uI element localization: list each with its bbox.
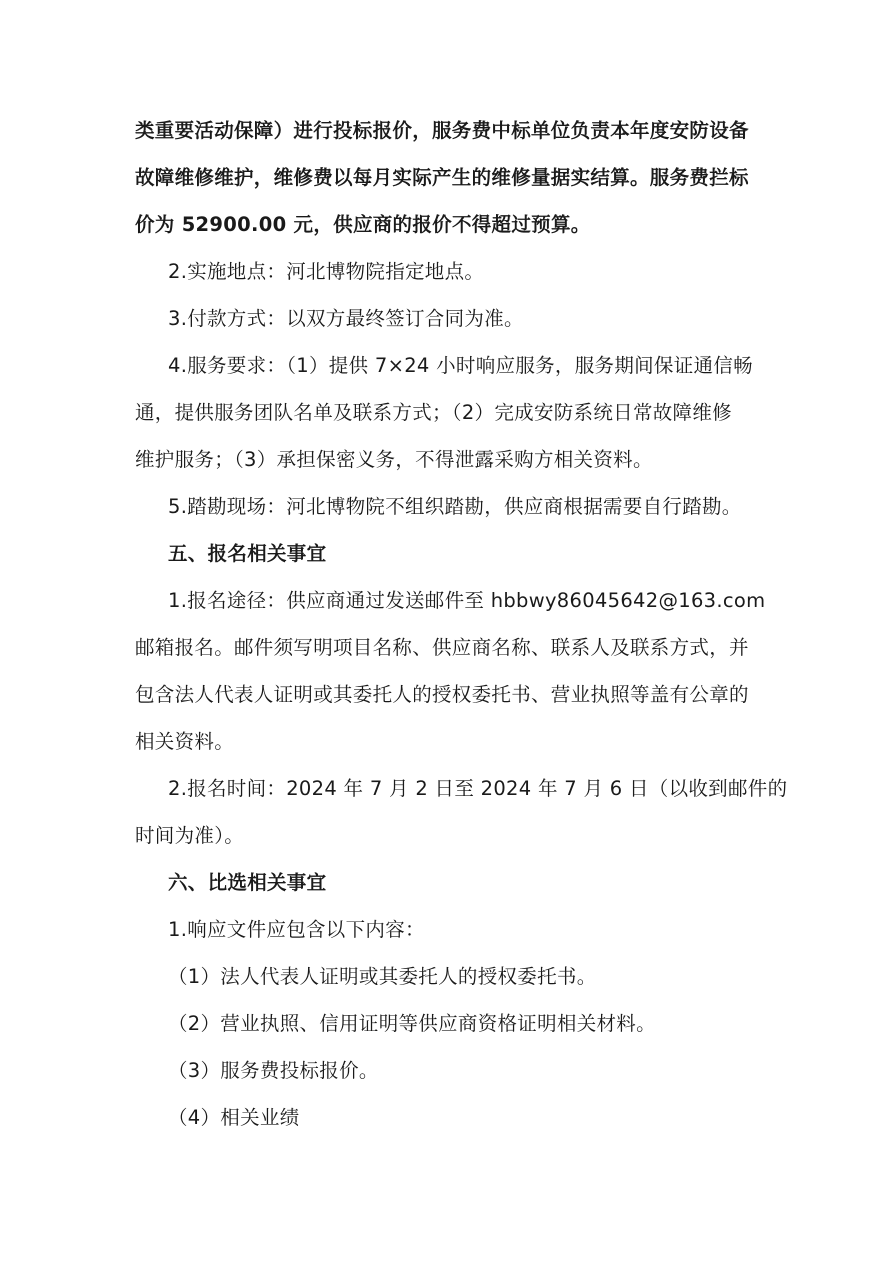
section-5-heading: 五、报名相关事宜 — [168, 542, 327, 565]
registration-time-line-1: 2.报名时间：2024 年 7 月 2 日至 2024 年 7 月 6 日（以收到邮件的 — [168, 777, 788, 800]
response-docs-item-4: （4）相关业绩 — [168, 1106, 300, 1129]
registration-method-line-4: 相关资料。 — [135, 730, 235, 753]
response-docs-item-3: （3）服务费投标报价。 — [168, 1059, 379, 1082]
intro-line-2: 故障维修维护，维修费以每月实际产生的维修量据实结算。服务费拦标 — [135, 166, 749, 189]
registration-method-line-3: 包含法人代表人证明或其委托人的授权委托书、营业执照等盖有公章的 — [135, 683, 749, 706]
section-6-heading: 六、比选相关事宜 — [168, 871, 327, 894]
item-5-site-survey: 5.踏勘现场：河北博物院不组织踏勘，供应商根据需要自行踏勘。 — [168, 495, 742, 518]
item-2-location: 2.实施地点：河北博物院指定地点。 — [168, 260, 485, 283]
intro-line-3: 价为 52900.00 元，供应商的报价不得超过预算。 — [135, 213, 591, 236]
item-4-line-1: 4.服务要求：（1）提供 7×24 小时响应服务，服务期间保证通信畅 — [168, 354, 753, 377]
registration-time-line-2: 时间为准）。 — [135, 824, 245, 847]
response-docs-item-1: （1）法人代表人证明或其委托人的授权委托书。 — [168, 965, 597, 988]
item-4-line-2: 通，提供服务团队名单及联系方式；（2）完成安防系统日常故障维修 — [135, 401, 732, 424]
item-3-payment: 3.付款方式：以双方最终签订合同为准。 — [168, 307, 524, 330]
registration-method-line-2: 邮箱报名。邮件须写明项目名称、供应商名称、联系人及联系方式，并 — [135, 636, 749, 659]
response-docs-intro: 1.响应文件应包含以下内容： — [168, 918, 425, 941]
item-4-line-3: 维护服务；（3）承担保密义务，不得泄露采购方相关资料。 — [135, 448, 653, 471]
response-docs-item-2: （2）营业执照、信用证明等供应商资格证明相关材料。 — [168, 1012, 656, 1035]
registration-method-line-1: 1.报名途径：供应商通过发送邮件至 hbbwy86045642@163.com — [168, 589, 766, 612]
intro-line-1: 类重要活动保障）进行投标报价，服务费中标单位负责本年度安防设备 — [135, 119, 749, 142]
